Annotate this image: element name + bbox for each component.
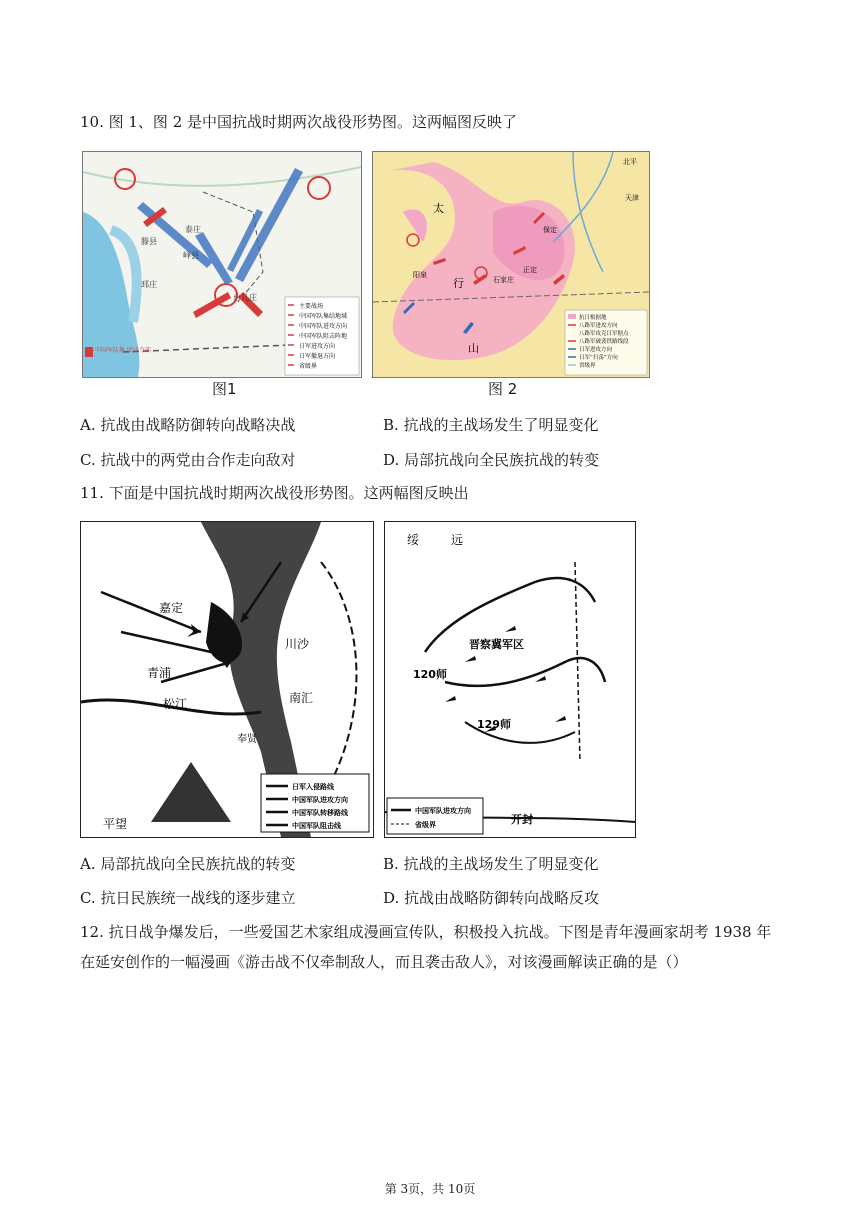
- fig1-place-4: 台儿庄: [233, 293, 257, 302]
- question-11-map-1: [80, 521, 374, 838]
- q10-option-c[interactable]: C. 抗战中的两党由合作走向敌对: [80, 451, 296, 469]
- map2-place-4: 129师: [477, 718, 511, 731]
- fig2-place-6: 阳泉: [413, 271, 427, 279]
- map1-legend-0: 日军入侵路线: [292, 783, 334, 791]
- fig2-legend-2: 八路军攻克日军据点: [579, 331, 629, 337]
- fig1-legend-4: 日军进攻方向: [299, 343, 336, 350]
- fig1-place-3: 邳庄: [141, 280, 157, 289]
- map1-place-5: 奉贤: [237, 734, 257, 745]
- railway: [321, 562, 356, 782]
- fig2-legend-5: 日军“扫荡”方向: [579, 355, 618, 361]
- front-line-2: [445, 658, 605, 686]
- map1-place-1: 川沙: [285, 637, 310, 651]
- fig2-place-4: 山: [468, 342, 479, 355]
- fig2-legend-3: 八路军破袭铁路线段: [579, 339, 629, 345]
- fig2-place-5: 正定: [523, 266, 537, 274]
- map2-place-2: 晋察冀军区: [469, 638, 524, 651]
- q11-option-a[interactable]: A. 局部抗战向全民族抗战的转变: [80, 855, 296, 873]
- map2-place-0: 绥: [407, 533, 420, 547]
- figure-2-caption: 图 2: [488, 380, 518, 398]
- figure-2-map: [372, 151, 650, 378]
- fig2-place-0: 北平: [623, 158, 637, 166]
- fig1-legend-6: 省级界: [299, 363, 318, 370]
- q10-option-b[interactable]: B. 抗战的主战场发生了明显变化: [383, 416, 599, 434]
- map1-legend-2: 中国军队转移路线: [292, 809, 348, 817]
- map1-place-3: 南汇: [289, 691, 314, 705]
- map2-place-3: 120师: [413, 668, 447, 681]
- hq-flag: [85, 347, 93, 357]
- map1-legend: [261, 774, 369, 832]
- fig1-place-2: 峄县: [183, 251, 199, 260]
- q10-option-a[interactable]: A. 抗战由战略防御转向战略决战: [80, 416, 296, 434]
- fig2-legend-0: 抗日根据地: [579, 315, 607, 321]
- fig2-place-1: 天津: [625, 194, 639, 202]
- fig1-place-0: 泰庄: [185, 225, 201, 234]
- fig2-legend-1: 八路军进攻方向: [579, 323, 618, 329]
- question-12-stem: 12. 抗日战争爆发后，一些爱国艺术家组成漫画宣传队，积极投入抗战。下图是青年漫画家胡考 1938 年在延安创作的一幅漫画《游击战不仅牵制敌人，而且袭击敌人》，对该漫画解读正确的是（）: [80, 923, 772, 971]
- map1-place-0: 嘉定: [159, 601, 184, 615]
- fig1-place-1: 滕县: [141, 237, 157, 246]
- fig1-legend-5: 日军撤退方向: [299, 353, 336, 360]
- fig2-place-8: 保定: [543, 226, 557, 234]
- fig1-legend-2: 中国军队进攻方向: [299, 323, 348, 330]
- base-area-3: [403, 209, 427, 242]
- figure-2-drawing: [373, 152, 649, 377]
- captured-post-1: [407, 234, 419, 246]
- fig2-legend-6: 省级界: [579, 363, 596, 369]
- map2-legend: [387, 798, 483, 834]
- q11-option-c[interactable]: C. 抗日民族统一战线的逐步建立: [80, 889, 296, 907]
- question-10-stem: 10. 图 1、图 2 是中国抗战时期两次战役形势图。这两幅图反映了: [80, 113, 518, 131]
- map2-legend-1: 省级界: [415, 821, 436, 829]
- fig2-legend-4: 日军进攻方向: [579, 347, 613, 353]
- fig1-legend: [285, 297, 359, 375]
- map1-place-4: 松江: [163, 697, 188, 711]
- map-2-drawing: [385, 522, 635, 837]
- map2-legend-0: 中国军队进攻方向: [415, 807, 471, 815]
- map1-place-2: 青浦: [147, 666, 172, 680]
- question-11-stem: 11. 下面是中国抗战时期两次战役形势图。这两幅图反映出: [80, 484, 469, 502]
- map1-legend-3: 中国军队阻击线: [292, 822, 341, 830]
- q10-option-d[interactable]: D. 局部抗战向全民族抗战的转变: [383, 451, 600, 469]
- map-1-drawing: [81, 522, 373, 837]
- lake-shadow: [151, 762, 231, 822]
- q11-option-d[interactable]: D. 抗战由战略防御转向战略反攻: [383, 889, 600, 907]
- figure-1-map: [82, 151, 362, 378]
- figure-1-drawing: [83, 152, 361, 377]
- map1-legend-1: 中国军队进攻方向: [292, 796, 348, 804]
- railway-line: [575, 562, 580, 762]
- map1-place-6: 平望: [103, 817, 128, 831]
- fig2-place-7: 石家庄: [493, 276, 514, 284]
- fig2-legend: [565, 310, 647, 375]
- fig2-place-3: 行: [453, 277, 464, 290]
- question-11-map-2: [384, 521, 636, 838]
- fig1-legend-0: 主要战场: [299, 303, 324, 310]
- fig2-place-2: 太: [433, 202, 444, 215]
- fig1-legend-1: 中国军队集结地域: [299, 313, 348, 320]
- map2-place-5: 开封: [511, 813, 533, 826]
- map2-place-1: 远: [451, 533, 464, 547]
- page-footer: 第 3页，共 10页: [384, 1182, 476, 1196]
- figure-1-caption: 图1: [212, 380, 237, 398]
- fig1-legend-3: 中国军队阻击阵地: [299, 333, 348, 340]
- battle-ring-2: [308, 177, 330, 199]
- fig1-hq-note: 中国军队集 团司令部: [95, 347, 151, 354]
- q11-option-b[interactable]: B. 抗战的主战场发生了明显变化: [383, 855, 599, 873]
